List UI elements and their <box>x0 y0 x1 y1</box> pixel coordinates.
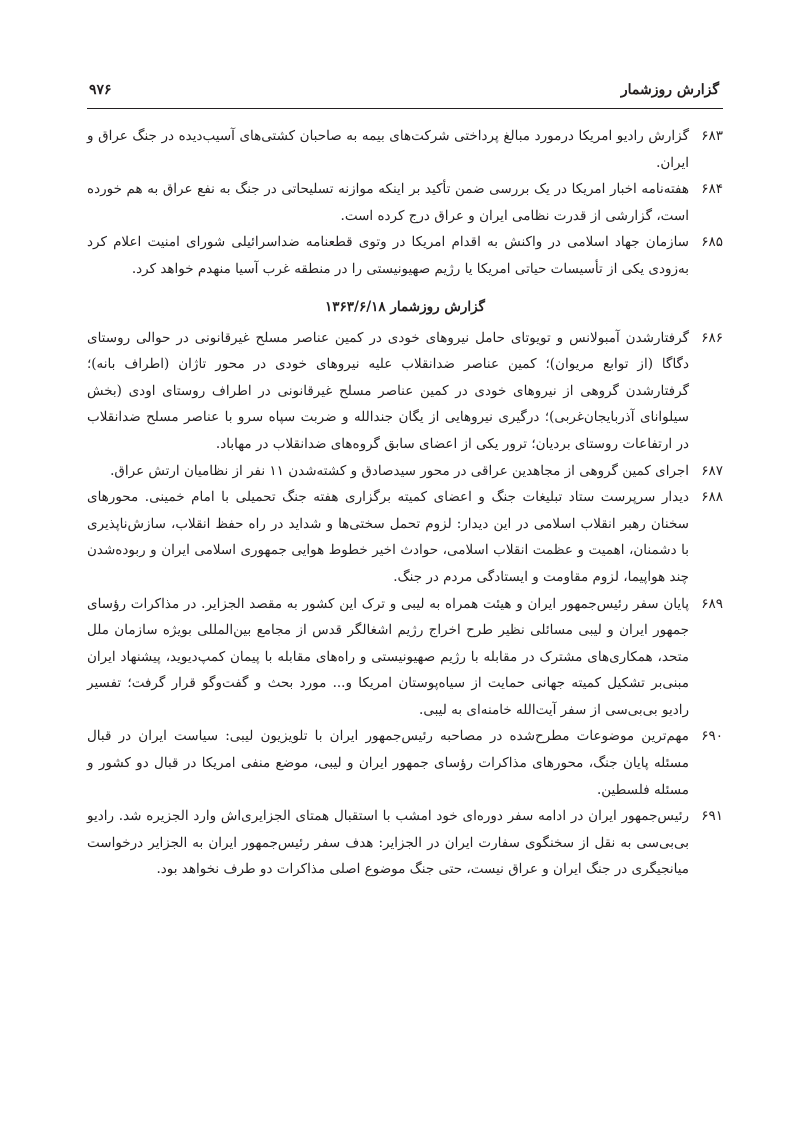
entry-691 <box>87 803 723 883</box>
entry-number: ۶۸۶ <box>701 329 723 346</box>
entry-number: ۶۸۳ <box>701 128 723 144</box>
entry-text: رئیس‌جمهور ایران در ادامه سفر دوره‌ای خود امشب با استقبال همتای الجزایری‌اش وارد الجزیره شد. رادیو بی‌بی‌سی به نقل از سخنگوی سفارت ایران در الجزایر: هدف سفر رئیس‌جمهور ایران به الجزایر درخواست میانجیگری در جنگ ایران و عراق نیست، حتی جنگ موضوع اصلی مذاکرات دو طرف نخواهد بود. <box>87 808 689 878</box>
entry-text: اجرای کمین گروهی از مجاهدین عراقی در محور سیدصادق و کشته‌شدن ۱۱ نفر از نظامیان ارتش عراق. <box>110 462 689 479</box>
entry-685 <box>87 229 723 282</box>
entry-number: ۶۸۴ <box>701 181 723 198</box>
entry-686 <box>87 325 723 458</box>
entry-text: هفته‌نامه اخبار امریکا در یک بررسی ضمن تأکید بر اینکه موازنه تسلیحاتی در جنگ به نفع عراق به هم خورده است، گزارشی از قدرت نظامی ایران و عراق درج کرده است. <box>87 181 689 224</box>
entry-number: ۶۹۱ <box>701 808 723 825</box>
entry-683 <box>87 123 723 176</box>
document-page <box>87 82 723 883</box>
entry-text: گرفتارشدن آمبولانس و تویوتای حامل نیروهای خودی در کمین عناصر مسلح غیرقانونی در حوالی روستای دگاگا (از توابع مریوان)؛ کمین عناصر ضدانقلاب علیه نیروهای خودی در محور تاژان (اطراف بانه)؛ گرفتارشدن گروهی از نیروهای خودی در کمین عناصر مسلح غیرقانونی در اطراف روستای اودی (بخش سیلوانای آذربایجان‌غربی)؛ درگیری نیروهایی از یگان جندالله و ضربت سپاه سرو با عناصر مسلح ضدانقلاب در ارتفاعات روستای بردیان؛ ترور یکی از اعضای سابق گروه‌های ضدانقلاب در مهاباد. <box>87 329 689 452</box>
entry-690 <box>87 723 723 803</box>
entry-text: گزارش رادیو امریکا درمورد مبالغ پرداختی شرکت‌های بیمه به صاحبان کشتی‌های آسیب‌دیده در جنگ عراق و ایران. <box>87 128 689 171</box>
entry-688 <box>87 484 723 590</box>
entry-number: ۶۸۸ <box>701 489 723 506</box>
entry-number: ۶۸۷ <box>701 462 723 479</box>
entry-text: سازمان جهاد اسلامی در واکنش به اقدام امریکا در وتوی قطعنامه ضداسرائیلی شورای امنیت اعلام کرد به‌زودی یکی از تأسیسات حیاتی امریکا یا رژیم صهیونیستی را در منطقه غرب آسیا منهدم خواهد کرد. <box>87 234 689 277</box>
entry-number: ۶۹۰ <box>701 728 723 745</box>
entry-687 <box>87 458 723 485</box>
entry-number: ۶۸۵ <box>701 234 723 251</box>
running-header <box>87 82 723 109</box>
entry-689 <box>87 591 723 724</box>
entry-684 <box>87 176 723 229</box>
running-header-title: گزارش روزشمار <box>620 82 719 98</box>
day-heading: گزارش روزشمار ۱۳۶۳/۶/۱۸ <box>325 298 485 315</box>
entries-day <box>87 325 723 883</box>
entry-text: پایان سفر رئیس‌جمهور ایران و هیئت همراه به لیبی و ترک این کشور به مقصد الجزایر. در مذاکرات رؤسای جمهور ایران و لیبی مسائلی نظیر طرح اخراج رژیم اشغالگر قدس از مجامع بین‌المللی بویژه سازمان ملل متحد، همکاری‌های مشترک در مقابله با رژیم صهیونیستی و راه‌های مقابله با پیمان کمپ‌دیوید، پیشنهاد ایران مبنی‌بر تشکیل کمیته جهانی حمایت از سیاه‌پوستان امریکا و... مورد بحث و گفت‌وگو قرار گرفت؛ تفسیر رادیو بی‌بی‌سی از سفر آیت‌الله خامنه‌ای به لیبی. <box>87 595 689 718</box>
page-number: ۹۷۶ <box>89 82 112 98</box>
entry-number: ۶۸۹ <box>701 595 723 612</box>
entry-text: دیدار سرپرست ستاد تبلیغات جنگ و اعضای کمیته برگزاری هفته جنگ تحمیلی با امام خمینی. محورهای سخنان رهبر انقلاب اسلامی در این دیدار: لزوم تحمل سختی‌ها و شداید در راه حفظ انقلاب، سازش‌ناپذیری با دشمنان، اهمیت و عظمت انقلاب اسلامی، حوادث اخیر خطوط هوایی جمهوری اسلامی ایران و ربوده‌شدن چند هواپیما، لزوم مقاومت و ایستادگی مردم در جنگ. <box>87 489 689 585</box>
entries-top <box>87 123 723 283</box>
entry-text: مهم‌ترین موضوعات مطرح‌شده در مصاحبه رئیس‌جمهور ایران با تلویزیون لیبی: سیاست ایران در قبال مسئله پایان جنگ، محورهای مذاکرات رؤسای جمهور ایران و لیبی، موضع منفی امریکا در قبال دو کشور و مسئله فلسطین. <box>87 728 689 798</box>
